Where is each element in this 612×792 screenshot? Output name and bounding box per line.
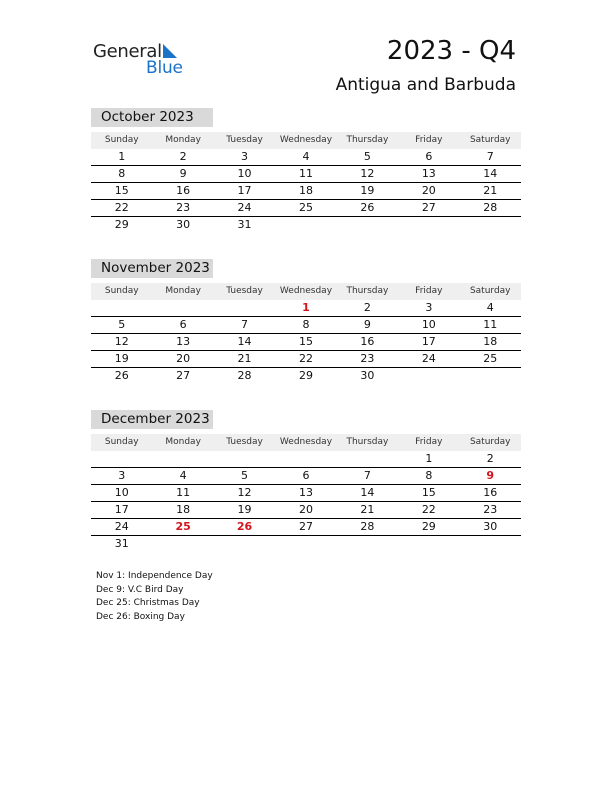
day-cell: 12: [114, 335, 129, 348]
day-cell: 2: [179, 150, 187, 163]
day-cell: 17: [114, 503, 129, 516]
day-cell: 22: [298, 352, 313, 365]
day-cell: [214, 451, 275, 467]
month-block-november: [91, 259, 521, 385]
day-cell: [275, 536, 336, 553]
day-cell: 18: [298, 184, 313, 197]
day-cell: 23: [176, 201, 191, 214]
day-cell: 6: [179, 318, 187, 331]
week-row: [91, 536, 521, 553]
day-cell: 10: [114, 486, 129, 499]
week-row: [91, 485, 521, 502]
day-cell: 1: [425, 452, 433, 465]
day-cell: 21: [360, 503, 375, 516]
day-cell: 25: [298, 201, 313, 214]
day-cell: 11: [298, 167, 313, 180]
day-cell: [152, 451, 213, 467]
holiday-note: Dec 26: Boxing Day: [96, 611, 185, 622]
day-cell: 26: [114, 369, 129, 382]
weekday-label: Wednesday: [279, 437, 333, 447]
weekday-label: Thursday: [346, 135, 389, 145]
day-cell: [337, 217, 398, 234]
weekday-label: Saturday: [469, 135, 511, 145]
day-cell: 12: [237, 486, 252, 499]
day-cell: 11: [483, 318, 498, 331]
week-row: [91, 183, 521, 200]
day-cell: 9: [486, 469, 495, 482]
day-cell: 22: [114, 201, 129, 214]
day-cell: 24: [114, 520, 129, 533]
holiday-note: Dec 9: V.C Bird Day: [96, 584, 184, 595]
day-cell: [398, 536, 459, 553]
day-cell: 3: [241, 150, 249, 163]
weekday-label: Monday: [165, 437, 201, 447]
month-label: October 2023: [91, 108, 213, 127]
week-row: [91, 502, 521, 519]
day-cell: 26: [236, 520, 253, 533]
day-cell: 17: [421, 335, 436, 348]
day-cell: [460, 217, 521, 234]
day-cell: 14: [483, 167, 498, 180]
page-title: 2023 - Q4: [386, 36, 516, 66]
day-cell: 1: [118, 150, 126, 163]
day-cell: 10: [237, 167, 252, 180]
day-cell: 23: [483, 503, 498, 516]
weekday-header: [91, 132, 521, 149]
day-cell: 8: [302, 318, 310, 331]
day-cell: [152, 300, 213, 316]
week-row: [91, 149, 521, 166]
day-cell: 8: [425, 469, 433, 482]
day-cell: 10: [421, 318, 436, 331]
holiday-note: Dec 25: Christmas Day: [96, 598, 200, 608]
month-label: November 2023: [91, 259, 213, 278]
month-weeks: [91, 149, 521, 234]
day-cell: 18: [176, 503, 191, 516]
logo-triangle-icon: [163, 44, 177, 58]
day-cell: 31: [237, 218, 252, 231]
week-row: [91, 368, 521, 385]
day-cell: 30: [176, 218, 191, 231]
week-row: [91, 317, 521, 334]
day-cell: 4: [486, 301, 494, 314]
week-row: [91, 200, 521, 217]
day-cell: 12: [360, 167, 375, 180]
week-row: [91, 300, 521, 317]
day-cell: [91, 451, 152, 467]
day-cell: 9: [363, 318, 371, 331]
day-cell: 21: [237, 352, 252, 365]
weekday-label: Tuesday: [226, 437, 263, 447]
day-cell: 27: [298, 520, 313, 533]
day-cell: [214, 300, 275, 316]
weekday-label: Thursday: [346, 286, 389, 296]
weekday-label: Thursday: [346, 437, 389, 447]
week-row: [91, 468, 521, 485]
day-cell: [398, 368, 459, 385]
day-cell: 26: [360, 201, 375, 214]
weekday-header: [91, 283, 521, 300]
day-cell: 15: [421, 486, 436, 499]
day-cell: [214, 536, 275, 553]
day-cell: 7: [241, 318, 249, 331]
day-cell: 3: [425, 301, 433, 314]
day-cell: 7: [486, 150, 494, 163]
day-cell: 19: [360, 184, 375, 197]
day-cell: 13: [298, 486, 313, 499]
day-cell: 29: [114, 218, 129, 231]
logo-general-text: General: [93, 41, 162, 62]
day-cell: 23: [360, 352, 375, 365]
day-cell: 28: [483, 201, 498, 214]
weekday-label: Saturday: [469, 286, 511, 296]
country-name: Antigua and Barbuda: [335, 75, 516, 95]
day-cell: 31: [114, 537, 129, 550]
day-cell: 27: [421, 201, 436, 214]
day-cell: 2: [363, 301, 371, 314]
day-cell: 29: [298, 369, 313, 382]
day-cell: 6: [425, 150, 433, 163]
day-cell: 24: [237, 201, 252, 214]
day-cell: 18: [483, 335, 498, 348]
day-cell: 28: [237, 369, 252, 382]
weekday-label: Monday: [165, 286, 201, 296]
day-cell: 20: [298, 503, 313, 516]
day-cell: 20: [421, 184, 436, 197]
month-label: December 2023: [91, 410, 213, 429]
week-row: [91, 166, 521, 183]
week-row: [91, 451, 521, 468]
day-cell: 24: [421, 352, 436, 365]
day-cell: 6: [302, 469, 310, 482]
day-cell: 30: [360, 369, 375, 382]
day-cell: 27: [176, 369, 191, 382]
day-cell: 19: [114, 352, 129, 365]
month-weeks: [91, 451, 521, 553]
day-cell: 5: [363, 150, 371, 163]
day-cell: 4: [179, 469, 187, 482]
day-cell: [275, 217, 336, 234]
day-cell: 7: [363, 469, 371, 482]
day-cell: 28: [360, 520, 375, 533]
weekday-header: [91, 434, 521, 451]
weekday-label: Friday: [415, 135, 443, 145]
day-cell: 1: [302, 301, 310, 314]
day-cell: [152, 536, 213, 553]
day-cell: 5: [241, 469, 249, 482]
day-cell: 25: [175, 520, 191, 533]
day-cell: 9: [179, 167, 187, 180]
weekday-label: Friday: [415, 286, 443, 296]
day-cell: 5: [118, 318, 126, 331]
weekday-label: Monday: [165, 135, 201, 145]
day-cell: [337, 536, 398, 553]
day-cell: [460, 536, 521, 553]
day-cell: [398, 217, 459, 234]
logo: [93, 40, 193, 80]
weekday-label: Sunday: [104, 437, 139, 447]
month-block-december: [91, 410, 521, 553]
day-cell: 16: [360, 335, 375, 348]
month-weeks: [91, 300, 521, 385]
day-cell: 19: [237, 503, 252, 516]
weekday-label: Saturday: [469, 437, 511, 447]
week-row: [91, 217, 521, 234]
weekday-label: Wednesday: [279, 135, 333, 145]
day-cell: 20: [176, 352, 191, 365]
logo-blue-text: Blue: [146, 58, 183, 78]
day-cell: 8: [118, 167, 126, 180]
day-cell: 13: [421, 167, 436, 180]
weekday-label: Sunday: [104, 286, 139, 296]
weekday-label: Sunday: [104, 135, 139, 145]
day-cell: 13: [176, 335, 191, 348]
day-cell: 25: [483, 352, 498, 365]
day-cell: [337, 451, 398, 467]
week-row: [91, 334, 521, 351]
day-cell: 16: [483, 486, 498, 499]
day-cell: 15: [114, 184, 129, 197]
day-cell: [460, 368, 521, 385]
day-cell: 3: [118, 469, 126, 482]
day-cell: 2: [486, 452, 494, 465]
weekday-label: Wednesday: [279, 286, 333, 296]
day-cell: 30: [483, 520, 498, 533]
month-block-october: [91, 108, 521, 234]
day-cell: 14: [360, 486, 375, 499]
day-cell: 29: [421, 520, 436, 533]
holiday-notes: [96, 570, 213, 624]
day-cell: 4: [302, 150, 310, 163]
weekday-label: Friday: [415, 437, 443, 447]
week-row: [91, 351, 521, 368]
day-cell: 22: [421, 503, 436, 516]
day-cell: [91, 300, 152, 316]
day-cell: 15: [298, 335, 313, 348]
week-row: [91, 519, 521, 536]
day-cell: [275, 451, 336, 467]
weekday-label: Tuesday: [226, 135, 263, 145]
day-cell: 17: [237, 184, 252, 197]
holiday-note: Nov 1: Independence Day: [96, 571, 213, 581]
day-cell: 16: [176, 184, 191, 197]
weekday-label: Tuesday: [226, 286, 263, 296]
day-cell: 11: [176, 486, 191, 499]
day-cell: 14: [237, 335, 252, 348]
day-cell: 21: [483, 184, 498, 197]
